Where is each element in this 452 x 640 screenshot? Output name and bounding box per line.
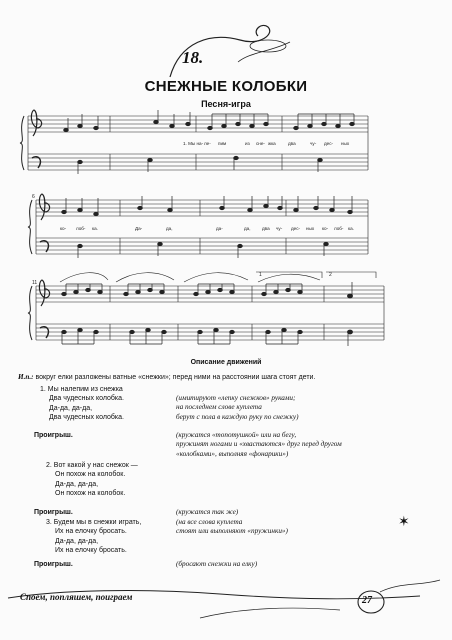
lyric-syllable: да,	[166, 226, 173, 231]
music-system-3	[36, 272, 384, 340]
verse-line: 2. Вот какой у нас снежок —	[46, 462, 138, 469]
action-line: на последнем слове куплета	[176, 403, 262, 412]
verse-3	[46, 518, 141, 556]
proigrysh-3-action: (бросают снежки на елку)	[176, 560, 258, 568]
section-heading: Описание движений	[190, 359, 262, 366]
measure-number-6: 6	[32, 194, 35, 200]
verse-line: Два чудесных колобка.	[49, 414, 124, 422]
verse-line: Два чудесных колобка.	[49, 395, 124, 403]
action-line: (имитируют «лепку снежков» руками;	[176, 394, 296, 402]
lyric-syllable: дес-	[291, 226, 301, 231]
star-icon: ✶	[398, 514, 410, 530]
song-number: 18.	[182, 48, 204, 67]
proigrysh-label-1: Проигрыш.	[34, 432, 73, 439]
action-line: берут с пола в каждую руку по снежку)	[176, 412, 299, 421]
measure-number-11: 11	[32, 280, 38, 286]
song-title: СНЕЖНЫЕ КОЛОБКИ	[144, 78, 308, 95]
verse-line: 1. Мы налепим из снежка	[40, 386, 123, 393]
verse-line: Их на елочку бросать.	[55, 547, 127, 555]
verse-line: Их на елочку бросать.	[55, 528, 127, 536]
verse-line: 3. Будем мы в снежки играть,	[46, 519, 142, 526]
lyric-syllable: жка	[268, 141, 276, 146]
lyric-syllable: ко-	[60, 226, 67, 231]
verse-3-actions	[176, 518, 288, 537]
verse-line: Да-да, да-да,	[49, 404, 93, 412]
verse-1-actions	[176, 394, 299, 422]
page-number: 27	[362, 595, 372, 606]
footer-book-title: Споем, попляшем, поиграем	[20, 592, 133, 602]
verse-line: Он похож на колобок.	[55, 471, 126, 479]
action-line: (кружатся «топотушкой» или на бегу,	[176, 431, 297, 439]
lyric-syllable: да-	[216, 226, 223, 231]
verse-2	[46, 461, 138, 499]
lyric-syllable: ле-	[204, 141, 211, 146]
lyric-syllable: да,	[244, 226, 251, 231]
lyric-syllable: ных	[306, 226, 315, 231]
proigrysh-label-3: Проигрыш.	[34, 561, 73, 568]
lyric-syllable: дес-	[324, 141, 334, 146]
lyric-syllable: ко-	[322, 226, 329, 231]
lyric-syllable: чу-	[310, 141, 317, 146]
lyric-syllable: лоб-	[76, 226, 86, 231]
lyric-syllable: ка.	[92, 226, 98, 231]
volta-1-label: 1	[259, 272, 262, 278]
song-subtitle: Песня-игра	[201, 99, 251, 109]
lyric-syllable: чу-	[276, 226, 283, 231]
verse-line: Да-да, да-да,	[55, 537, 99, 545]
verse-line: Он похож на колобок.	[55, 490, 126, 498]
lyric-syllable: из	[245, 141, 250, 146]
lyric-syllable: ных	[341, 141, 350, 146]
action-line: (на все слова куплета	[176, 518, 243, 526]
footer-flourish	[0, 578, 452, 628]
lyric-syllable: Да-	[135, 226, 143, 231]
lyric-syllable: пим	[218, 141, 227, 146]
intro-paragraph	[18, 373, 315, 382]
action-line: пружинят ногами и «хвастаются» друг перед другом	[176, 440, 342, 449]
intro-text: вокруг елки разложены ватные «снежки»; перед ними на расстоянии шага стоят дети.	[33, 374, 316, 381]
lyric-syllable: ка.	[348, 226, 354, 231]
verse-1	[40, 385, 124, 423]
lyric-syllable: лоб-	[334, 226, 344, 231]
lyric-syllable: 1. Мы на-	[183, 141, 204, 146]
action-line: «колобками», выполняя «фонарики»)	[176, 449, 289, 458]
proigrysh-2-action: (кружатся так же)	[176, 508, 239, 516]
volta-2-label: 2	[329, 272, 332, 278]
lyric-syllable: два	[288, 141, 296, 146]
action-line: стоят или выполняют «пружинки»)	[176, 527, 288, 536]
intro-label: И.п.:	[18, 373, 34, 381]
proigrysh-1-actions	[176, 431, 342, 459]
proigrysh-label-2: Проигрыш.	[34, 509, 73, 516]
lyric-syllable: два	[262, 226, 270, 231]
lyric-syllable: сне-	[256, 141, 265, 146]
notes-system-3	[62, 282, 353, 346]
verse-line: Да-да, да-да,	[55, 480, 99, 488]
